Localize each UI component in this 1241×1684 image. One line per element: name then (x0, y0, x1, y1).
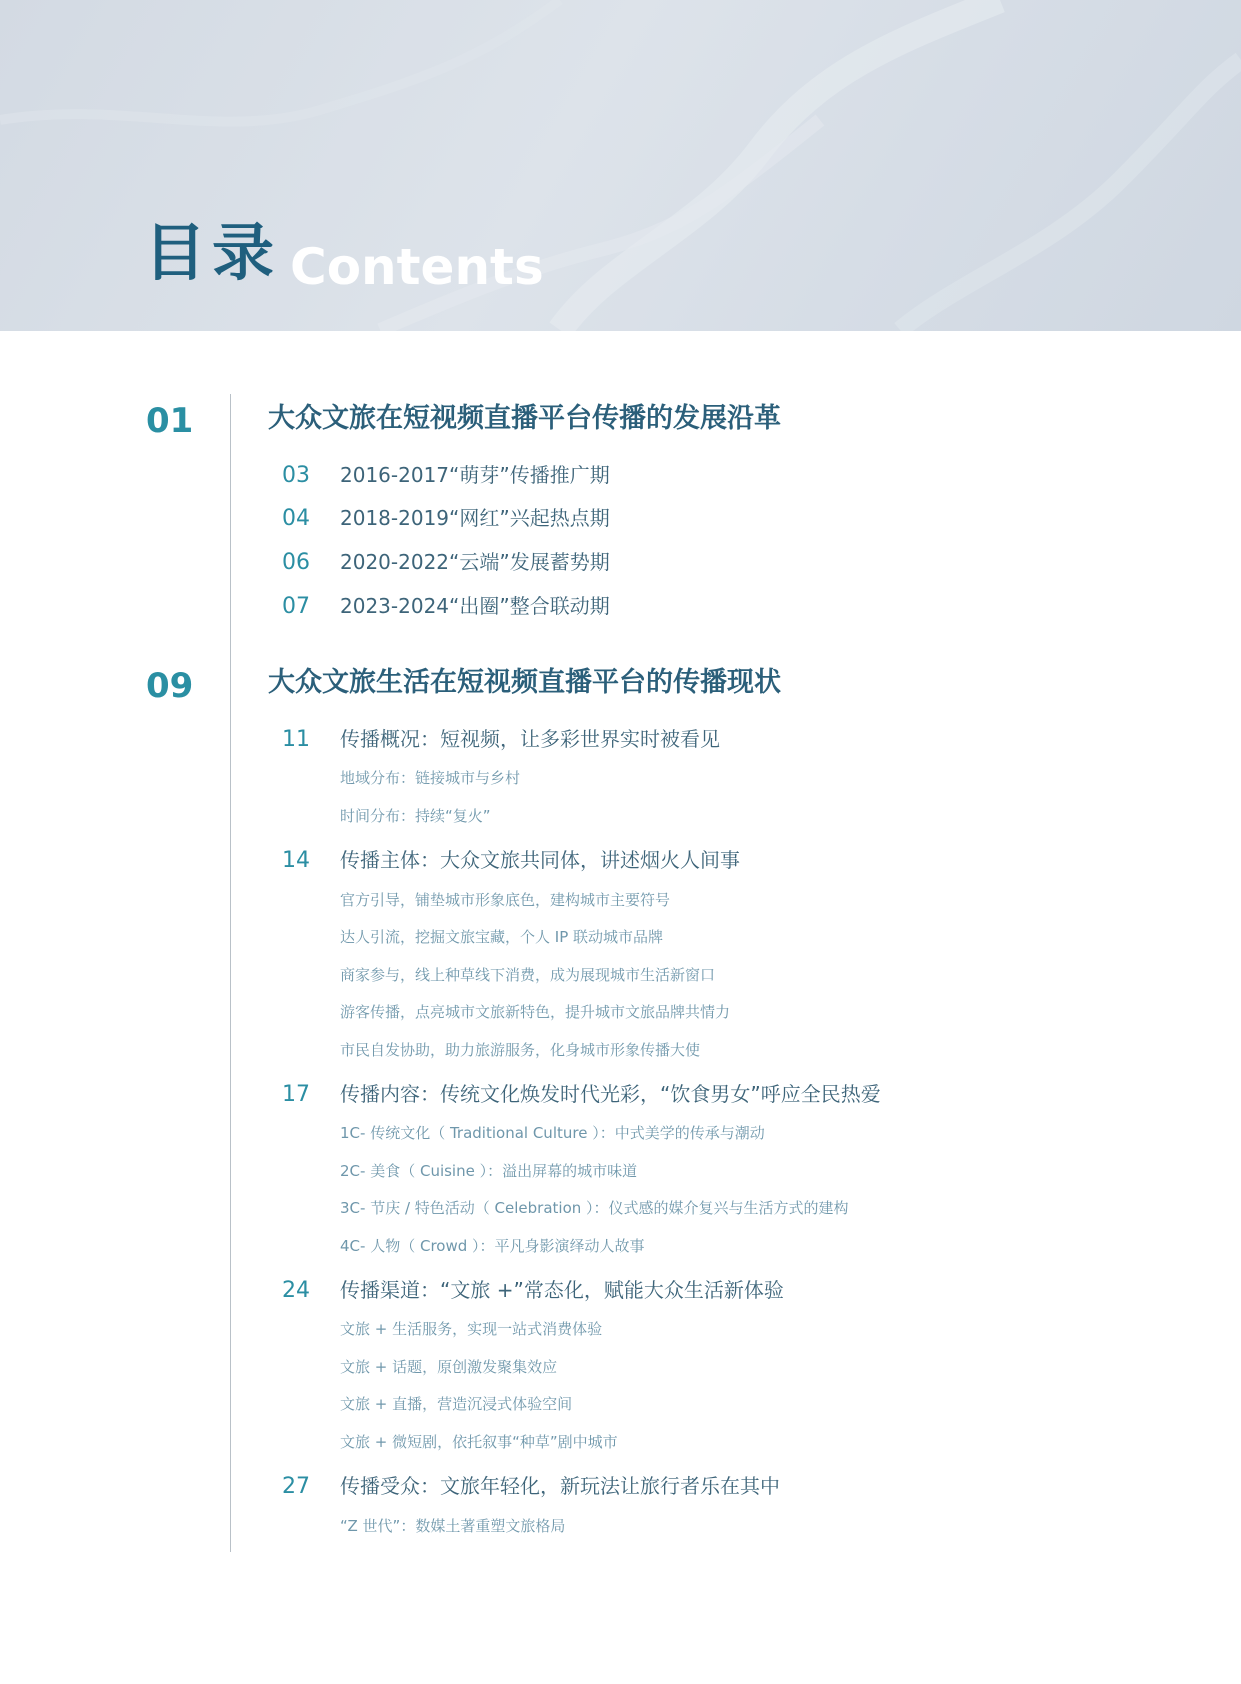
toc-subitem[interactable]: 时间分布：持续“复火” (340, 807, 491, 825)
toc-item[interactable]: 2023-2024“出圈”整合联动期 (340, 594, 610, 618)
item-page-number: 14 (282, 848, 310, 873)
toc-subitem[interactable]: 游客传播，点亮城市文旅新特色，提升城市文旅品牌共情力 (340, 1003, 731, 1021)
page-title-cn: 目录 (144, 216, 281, 289)
page-title-en: Contents (290, 238, 544, 296)
toc-subitem[interactable]: 达人引流，挖掘文旅宝藏，个人 IP 联动城市品牌 (340, 928, 664, 946)
item-page-number: 11 (282, 727, 310, 752)
item-page-number: 27 (282, 1474, 310, 1499)
toc-subitem[interactable]: 地域分布：链接城市与乡村 (340, 769, 521, 787)
item-page-number: 24 (282, 1278, 310, 1303)
chapter-number: 01 (146, 401, 194, 441)
toc-subitem[interactable]: 文旅 + 微短剧，依托叙事“种草”剧中城市 (340, 1433, 618, 1451)
toc-subitem[interactable]: 文旅 + 生活服务，实现一站式消费体验 (340, 1320, 603, 1338)
toc-subitem[interactable]: 2C- 美食（ Cuisine ）：溢出屏幕的城市味道 (340, 1162, 638, 1180)
chapter-number: 09 (146, 666, 194, 706)
toc-divider-line (230, 394, 231, 1552)
item-page-number: 07 (282, 594, 310, 619)
header-banner (0, 0, 1241, 331)
toc-subitem[interactable]: 文旅 + 话题，原创激发聚集效应 (340, 1358, 558, 1376)
chapter-title[interactable]: 大众文旅生活在短视频直播平台的传播现状 (268, 667, 781, 698)
item-page-number: 17 (282, 1082, 310, 1107)
toc-subitem[interactable]: 文旅 + 直播，营造沉浸式体验空间 (340, 1395, 573, 1413)
toc-subitem[interactable]: 4C- 人物（ Crowd ）：平凡身影演绎动人故事 (340, 1237, 645, 1255)
toc-item[interactable]: 传播主体：大众文旅共同体，讲述烟火人间事 (340, 848, 740, 872)
toc-item[interactable]: 传播概况：短视频，让多彩世界实时被看见 (340, 727, 720, 751)
toc-subitem[interactable]: 1C- 传统文化（ Traditional Culture ）：中式美学的传承与潮动 (340, 1124, 765, 1142)
toc-subitem[interactable]: “Z 世代”：数媒土著重塑文旅格局 (340, 1517, 566, 1535)
toc-item[interactable]: 2020-2022“云端”发展蓄势期 (340, 550, 610, 574)
item-page-number: 06 (282, 550, 310, 575)
toc-subitem[interactable]: 商家参与，线上种草线下消费，成为展现城市生活新窗口 (340, 966, 716, 984)
item-page-number: 04 (282, 506, 310, 531)
toc-subitem[interactable]: 官方引导，铺垫城市形象底色，建构城市主要符号 (340, 891, 671, 909)
toc-item[interactable]: 传播内容：传统文化焕发时代光彩，“饮食男女”呼应全民热爱 (340, 1082, 881, 1106)
chapter-title[interactable]: 大众文旅在短视频直播平台传播的发展沿革 (268, 403, 781, 434)
toc-item[interactable]: 2018-2019“网红”兴起热点期 (340, 506, 610, 530)
toc-item[interactable]: 传播受众：文旅年轻化，新玩法让旅行者乐在其中 (340, 1474, 780, 1498)
toc-subitem[interactable]: 市民自发协助，助力旅游服务，化身城市形象传播大使 (340, 1041, 701, 1059)
toc-subitem[interactable]: 3C- 节庆 / 特色活动（ Celebration ）：仪式感的媒介复兴与生活方式的建构 (340, 1199, 849, 1217)
toc-item[interactable]: 传播渠道：“文旅 +”常态化，赋能大众生活新体验 (340, 1278, 784, 1302)
toc-item[interactable]: 2016-2017“萌芽”传播推广期 (340, 463, 610, 487)
item-page-number: 03 (282, 463, 310, 488)
